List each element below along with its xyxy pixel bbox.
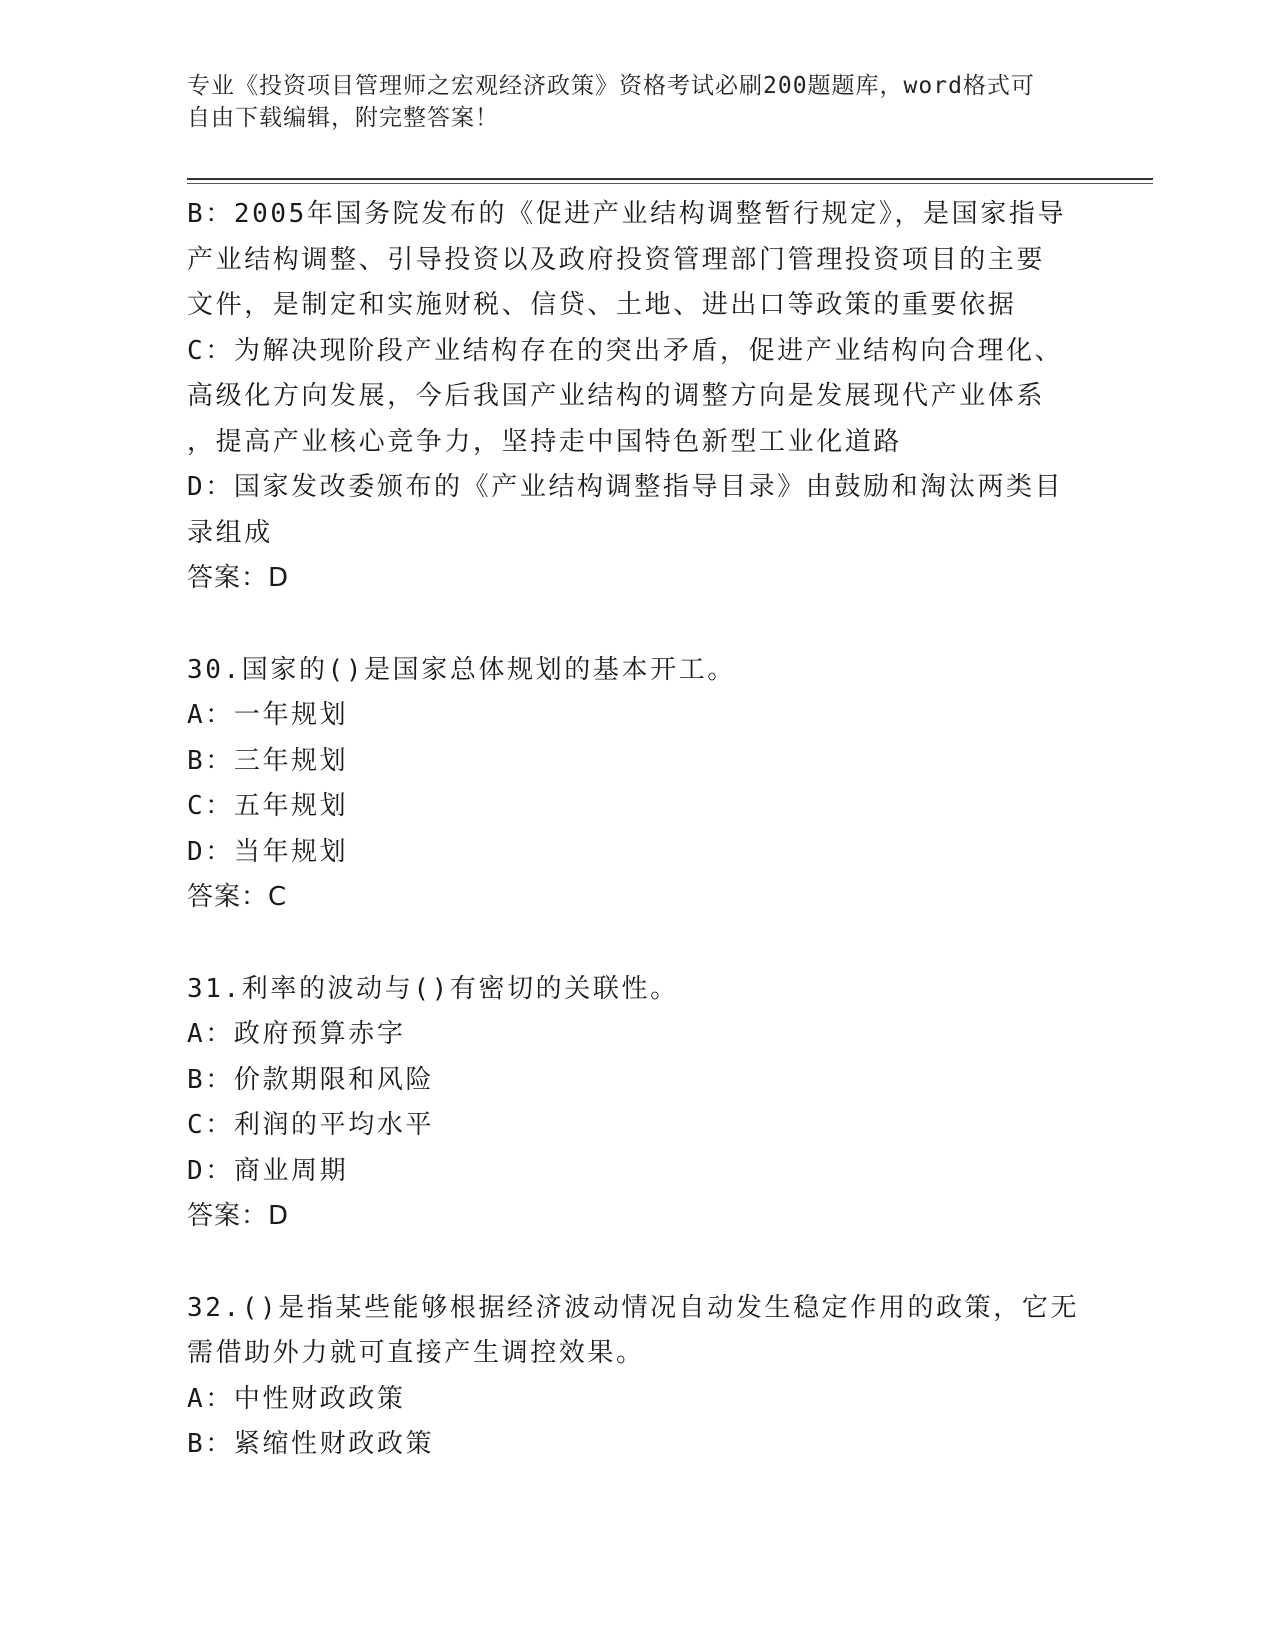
question-31 [187,967,1087,1240]
answer: 答案：D [187,563,290,593]
answer: 答案：D [187,1201,290,1231]
option-c: C：利润的平均水平 [187,1110,435,1140]
option-d: D：商业周期 [187,1155,349,1186]
header-line: 专业《投资项目管理师之宏观经济政策》资格考试必刷200题题库，word格式可 [187,73,1035,99]
page-header [187,70,1087,134]
option-d: D：当年规划 [187,836,349,867]
option-a: A：中性财政政策 [187,1383,406,1414]
option-b: B：紧缩性财政政策 [187,1429,435,1459]
option-b: B：三年规划 [187,745,349,776]
option-a: A：政府预算赤字 [187,1019,406,1049]
question-content [187,192,1087,1468]
answer: 答案：C [187,882,288,912]
question-stem: 需借助外力就可直接产生调控效果。 [187,1338,645,1368]
option-b-line: B：2005年国务院发布的《促进产业结构调整暂行规定》，是国家指导 [187,199,1067,229]
option-b: B：价款期限和风险 [187,1064,435,1095]
question-stem: 32.()是指某些能够根据经济波动情况自动发生稳定作用的政策，它无 [187,1292,1080,1323]
option-c: C：五年规划 [187,791,349,821]
question-30 [187,648,1087,921]
question-32 [187,1286,1087,1468]
previous-question-options [187,192,1087,602]
header-divider-thin [187,183,1153,184]
header-divider [187,178,1153,180]
question-stem: 31.利率的波动与()有密切的关联性。 [187,973,679,1004]
option-c-line: ，提高产业核心竞争力，坚持走中国特色新型工业化道路 [187,426,903,457]
option-c-line: 高级化方向发展，今后我国产业结构的调整方向是发展现代产业体系 [187,381,1046,411]
option-c-line: C：为解决现阶段产业结构存在的突出矛盾，促进产业结构向合理化、 [187,335,1064,366]
header-line: 自由下载编辑，附完整答案！ [187,105,499,131]
question-stem: 30.国家的()是国家总体规划的基本开工。 [187,654,736,685]
option-d-line: 录组成 [187,517,273,548]
option-d-line: D：国家发改委颁布的《产业结构调整指导目录》由鼓励和淘汰两类目 [187,472,1064,502]
option-a: A：一年规划 [187,700,349,730]
option-b-line: 产业结构调整、引导投资以及政府投资管理部门管理投资项目的主要 [187,244,1046,275]
option-b-line: 文件，是制定和实施财税、信贷、土地、进出口等政策的重要依据 [187,290,1017,320]
